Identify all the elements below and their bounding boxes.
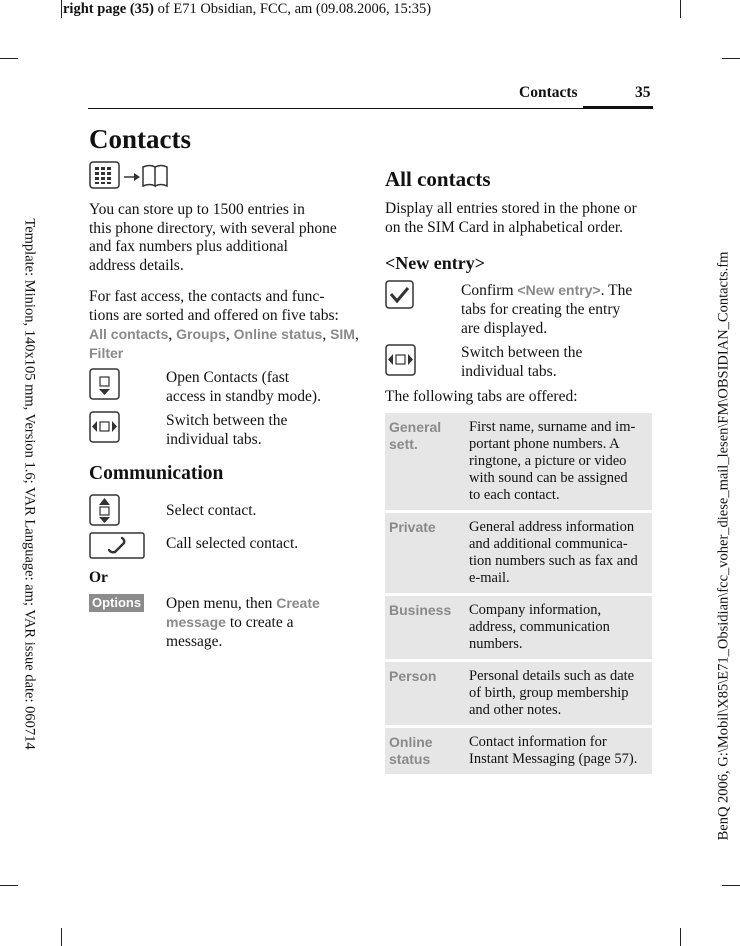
checkmark-icon bbox=[385, 280, 415, 310]
confirm-new-entry-text: Confirm <New entry>. The tabs for creating the entry are displayed. bbox=[461, 282, 633, 337]
table-row bbox=[385, 512, 652, 595]
open-menu-text: Open menu, then Create message to create a message. bbox=[166, 595, 320, 650]
switch-tabs-text: Switch between the individual tabs. bbox=[166, 412, 288, 448]
tab-label: Private bbox=[385, 512, 465, 595]
call-key-icon bbox=[89, 532, 146, 560]
tab-description: Contact information for Instant Messaging (page 57). bbox=[465, 727, 652, 776]
header-rule bbox=[88, 108, 652, 109]
crop-mark bbox=[722, 58, 740, 59]
tab-description: First name, surname and im- portant phone numbers. A ringtone, a picture or video with sound can be assigned to each contact. bbox=[465, 413, 652, 512]
table-row bbox=[385, 661, 652, 727]
crop-mark bbox=[61, 0, 62, 18]
crop-mark bbox=[680, 0, 681, 18]
menu-message: message bbox=[166, 614, 226, 630]
or-label: Or bbox=[89, 569, 108, 586]
table-row bbox=[385, 595, 652, 661]
crop-mark bbox=[61, 928, 62, 946]
header-rule-thick bbox=[583, 106, 653, 109]
nav-left-right-icon bbox=[89, 411, 121, 443]
new-entry-ui: <New entry> bbox=[517, 282, 601, 298]
tabs-intro: For fast access, the contacts and func- tions are sorted and offered on five tabs: bbox=[89, 288, 339, 324]
page-number: 35 bbox=[635, 84, 651, 101]
file-path-info: BenQ 2006, G:\Mobil\X85\E71_Obsidian\fcc_voher_diese_mail_lesen\FM\OBSIDIAN_Contacts.fm bbox=[715, 251, 732, 841]
select-contact-text: Select contact. bbox=[166, 502, 257, 519]
table-row bbox=[385, 413, 652, 512]
nav-up-down-icon bbox=[89, 494, 121, 526]
new-entry-heading: <New entry> bbox=[385, 253, 485, 273]
tab-label: Business bbox=[385, 595, 465, 661]
tab-description: Personal details such as date of birth, group membership and other notes. bbox=[465, 661, 652, 727]
all-contacts-heading: All contacts bbox=[385, 167, 491, 191]
tab-description: General address information and additional communica- tion numbers such as fax and e-mail. bbox=[465, 512, 652, 595]
intro-paragraph: You can store up to 1500 entries in this phone directory, with several phone and fax numbers plus additional address details. bbox=[89, 201, 337, 274]
print-header: right page (35) of E71 Obsidian, FCC, am (09.08.2006, 15:35) bbox=[63, 1, 432, 17]
tab-name: Groups bbox=[176, 326, 226, 342]
menu-create: Create bbox=[276, 595, 320, 611]
all-contacts-text: Display all entries stored in the phone or on the SIM Card in alphabetical order. bbox=[385, 200, 637, 236]
menu-grid-icon bbox=[90, 162, 119, 188]
book-icon bbox=[143, 166, 167, 187]
tabs-list: All contacts, Groups, Online status, SIM, Filter bbox=[89, 326, 359, 361]
open-contacts-text: Open Contacts (fast access in standby mode). bbox=[166, 369, 321, 405]
tab-label: Person bbox=[385, 661, 465, 727]
tab-name: Filter bbox=[89, 345, 124, 361]
tab-description: Company information, address, communication numbers. bbox=[465, 595, 652, 661]
options-softkey: Options bbox=[89, 594, 144, 612]
tab-name: Online status bbox=[233, 326, 323, 342]
table-row bbox=[385, 727, 652, 776]
nav-down-icon bbox=[89, 368, 121, 400]
tab-name: All contacts bbox=[89, 326, 169, 342]
tab-label: Online status bbox=[385, 727, 465, 776]
tabs-offered-text: The following tabs are offered: bbox=[385, 388, 578, 405]
tab-name: SIM bbox=[330, 326, 355, 342]
crop-mark bbox=[722, 885, 740, 886]
page-title: Contacts bbox=[89, 124, 191, 154]
tab-label: General sett. bbox=[385, 413, 465, 512]
crop-mark bbox=[0, 58, 18, 59]
crop-mark bbox=[0, 885, 18, 886]
crop-mark bbox=[680, 928, 681, 946]
nav-left-right-icon bbox=[385, 344, 417, 376]
tabs-table bbox=[385, 413, 652, 777]
arrow-right-icon bbox=[124, 173, 140, 181]
running-head: Contacts bbox=[519, 84, 578, 101]
template-info: Template: Minion, 140x105 mm, Version 1.6; VAR Language: am; VAR issue date: 060714 bbox=[21, 218, 38, 750]
switch-tabs-text-right: Switch between the individual tabs. bbox=[461, 344, 583, 380]
call-contact-text: Call selected contact. bbox=[166, 535, 299, 552]
menu-path bbox=[89, 161, 171, 189]
communication-heading: Communication bbox=[89, 463, 224, 484]
